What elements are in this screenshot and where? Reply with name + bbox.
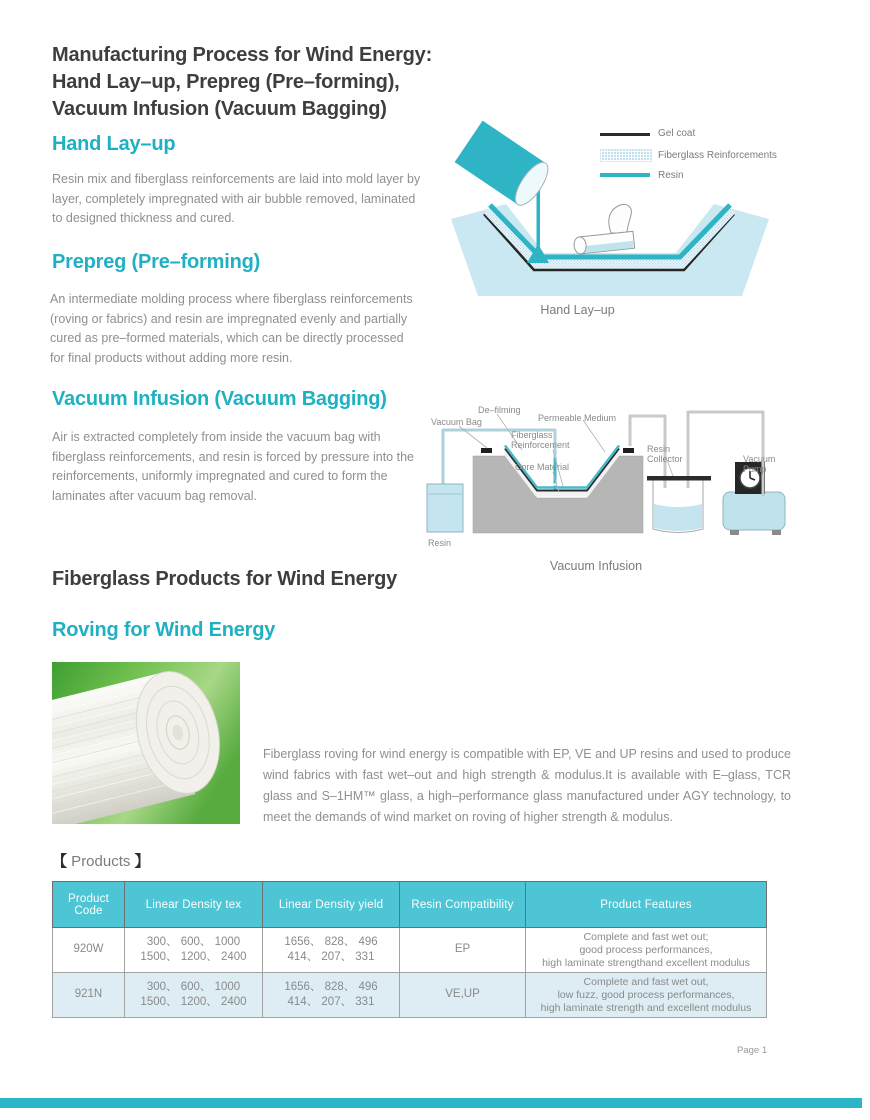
table-row-920w [53, 928, 767, 973]
vacuum-infusion-heading: Vacuum Infusion (Vacuum Bagging) [52, 388, 387, 410]
hand-layup-diagram [448, 116, 783, 301]
cell-features: Complete and fast wet out, low fuzz, good process performances, high laminate strength and excellent modulus [526, 973, 767, 1018]
page-title-line-3: Vacuum Infusion (Vacuum Bagging) [52, 98, 387, 120]
cell-code: 921N [53, 973, 125, 1018]
col-linear-density-tex: Linear Density tex [125, 882, 263, 928]
prepreg-heading: Prepreg (Pre–forming) [52, 251, 261, 273]
roving-paragraph: Fiberglass roving for wind energy is compatible with EP, VE and UP resins and used to produce wind fabrics with fast wet–out and high strength & modulus.It is available with E–glass, TCR glass and S–1HM™ glass, a high–performance glass manufactured under AGY technology, to meet the demands of wind market on roving of higher strength & modulus. [263, 747, 791, 824]
cell-resin: VE,UP [400, 973, 526, 1018]
col-product-code: Product Code [53, 882, 125, 928]
cell-yield: 1656、 828、 496 414、 207、 331 [263, 928, 400, 973]
bag-seal-left [481, 448, 492, 453]
hand-layup-paragraph: Resin mix and fiberglass reinforcements are laid into mold layer by layer, completely impregnated with air bubble removed, laminated to designed thickness and cured. [52, 172, 421, 225]
cell-code: 920W [53, 928, 125, 973]
label-core-material: Core Material [515, 462, 570, 472]
hand-layup-caption: Hand Lay–up [540, 303, 615, 317]
hand-layup-heading: Hand Lay–up [52, 133, 176, 155]
bracket-close: 】 [134, 853, 150, 870]
cell-features: Complete and fast wet out; good process performances, high laminate strengthand excellent modulus [526, 928, 767, 973]
legend-resin-label: Resin [658, 170, 684, 181]
page-title [52, 42, 432, 123]
page-number: Page 1 [737, 1045, 768, 1056]
bracket-open: 【 [52, 853, 68, 870]
legend-fiberglass-label: Fiberglass Reinforcements [658, 150, 777, 161]
prepreg-paragraph: An intermediate molding process where fiberglass reinforcements (roving or fabrics) and resin are impregnated evenly and partially cured as pre–formed materials, which can be directly processed for final products without adding more resin. [50, 292, 413, 365]
table-row-921n [53, 973, 767, 1018]
cell-tex: 300、 600、 1000 1500、 1200、 2400 [125, 973, 263, 1018]
roving-product-image [52, 662, 240, 824]
label-resin: Resin [428, 538, 452, 548]
legend-gel-coat-label: Gel coat [658, 128, 696, 139]
roller-tool-icon [573, 204, 634, 254]
label-vacuum-pump: Vacuum Pump [743, 454, 776, 474]
collector-liquid [654, 504, 702, 531]
label-vacuum-bag: Vacuum Bag [431, 417, 482, 427]
resin-jar-icon [427, 484, 463, 532]
col-product-features: Product Features [526, 882, 767, 928]
label-de-filming: De–filming [478, 405, 521, 415]
col-linear-density-yield: Linear Density yield [263, 882, 400, 928]
label-fiberglass-reinforcement: Fiberglass Reinforcement [511, 430, 570, 450]
page-title-line-1: Manufacturing Process for Wind Energy: [52, 44, 433, 66]
label-resin-collector: Resin Collector [647, 444, 683, 464]
cell-resin: EP [400, 928, 526, 973]
col-resin-compatibility: Resin Compatibility [400, 882, 526, 928]
label-permeable-medium: Permeable Medium [538, 413, 617, 423]
vacuum-infusion-paragraph: Air is extracted completely from inside the vacuum bag with fiberglass reinforcements, and resin is forced by pressure into the reinforcements, uniformly impregnated and cured to form the laminates after vacuum bag removal. [52, 430, 414, 503]
vacuum-infusion-diagram [425, 400, 870, 555]
cell-yield: 1656、 828、 496 414、 207、 331 [263, 973, 400, 1018]
products-section-heading: Fiberglass Products for Wind Energy [52, 568, 398, 590]
roving-heading: Roving for Wind Energy [52, 619, 276, 641]
vacuum-diagram-drawing [425, 400, 870, 555]
table-header-row [53, 882, 767, 928]
products-table [52, 881, 766, 1018]
bottom-accent-bar [0, 1098, 862, 1108]
vacuum-infusion-caption: Vacuum Infusion [549, 559, 643, 573]
products-label-text: Products [67, 853, 135, 870]
products-table-label [52, 850, 150, 871]
cell-tex: 300、 600、 1000 1500、 1200、 2400 [125, 928, 263, 973]
collector-rim [647, 476, 711, 481]
bag-seal-right [623, 448, 634, 453]
page-title-line-2: Hand Lay–up, Prepreg (Pre–forming), [52, 71, 400, 93]
